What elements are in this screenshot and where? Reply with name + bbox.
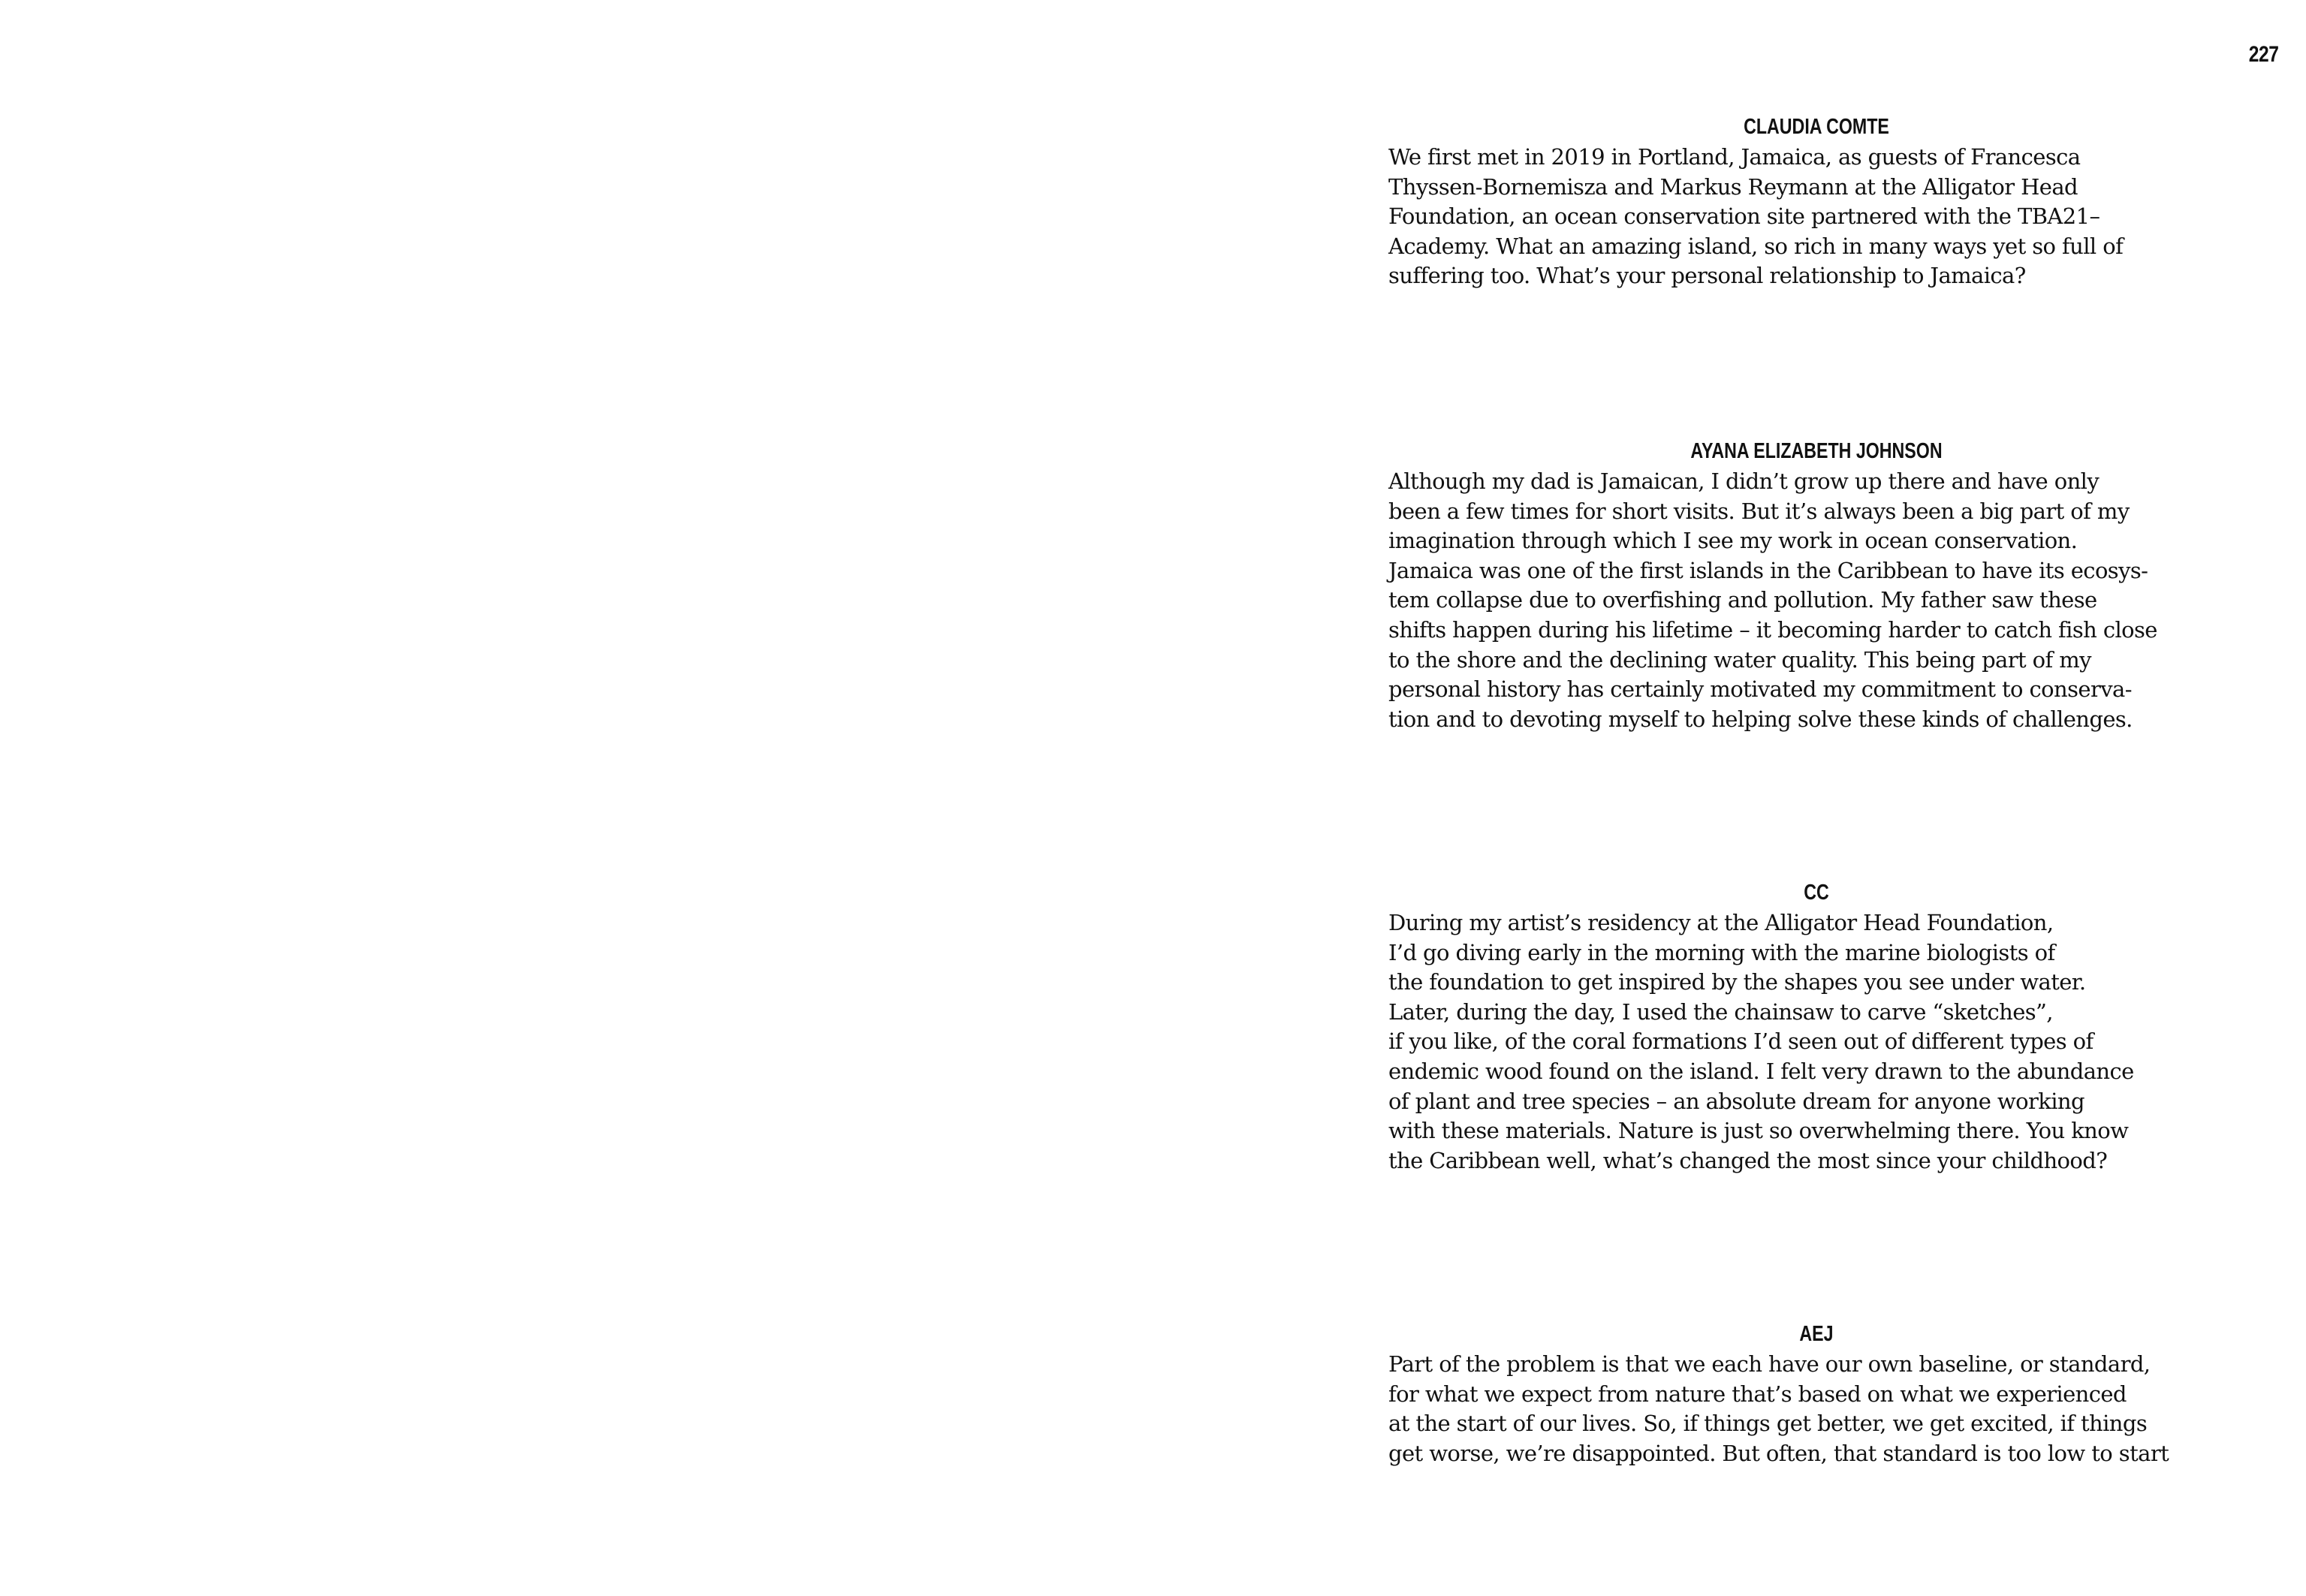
text-line: suffering too. What’s your personal relationship to Jamaica? — [1388, 263, 2026, 289]
page-number: 227 — [2249, 42, 2279, 67]
text-line: with these materials. Nature is just so overwhelming there. You know — [1388, 1118, 2129, 1144]
speaker-name: CC — [1804, 881, 1829, 905]
paragraph — [1388, 467, 2244, 734]
text-line: endemic wood found on the island. I felt very drawn to the abundance — [1388, 1058, 2134, 1084]
text-line: been a few times for short visits. But it’s always been a big part of my — [1388, 498, 2130, 524]
speaker-name: AYANA ELIZABETH JOHNSON — [1690, 439, 1943, 463]
interview-block-claudia-comte — [1388, 113, 2244, 291]
text-line: Although my dad is Jamaican, I didn’t grow up there and have only — [1388, 468, 2100, 494]
right-page — [1153, 0, 2306, 1596]
interview-block-cc — [1388, 879, 2244, 1176]
text-line: personal history has certainly motivated my commitment to conserva- — [1388, 676, 2132, 703]
text-line: Academy. What an amazing island, so rich in many ways yet so full of — [1388, 233, 2124, 259]
text-line: Foundation, an ocean conservation site partnered with the TBA21– — [1388, 203, 2100, 230]
interview-block-ayana-elizabeth-johnson — [1388, 438, 2244, 734]
text-line: the foundation to get inspired by the shapes you see under water. — [1388, 969, 2086, 995]
text-line: tem collapse due to overfishing and pollution. My father saw these — [1388, 587, 2097, 613]
text-line: to the shore and the declining water quality. This being part of my — [1388, 646, 2091, 673]
speaker-name: AEJ — [1799, 1322, 1834, 1346]
text-line: get worse, we’re disappointed. But often, that standard is too low to start — [1388, 1440, 2169, 1466]
text-line: Later, during the day, I used the chainsaw to carve “sketches”, — [1388, 998, 2053, 1025]
paragraph — [1388, 143, 2244, 291]
text-line: for what we expect from nature that’s based on what we experienced — [1388, 1381, 2127, 1407]
text-line: I’d go diving early in the morning with the marine biologists of — [1388, 939, 2055, 965]
text-line: if you like, of the coral formations I’d seen out of different types of — [1388, 1028, 2093, 1055]
text-line: of plant and tree species – an absolute dream for anyone working — [1388, 1088, 2084, 1114]
paragraph — [1388, 1350, 2244, 1468]
text-line: tion and to devoting myself to helping solve these kinds of challenges. — [1388, 706, 2133, 732]
interview-block-aej — [1388, 1320, 2244, 1468]
speaker-name: CLAUDIA COMTE — [1744, 115, 1889, 139]
text-line: at the start of our lives. So, if things get better, we get excited, if things — [1388, 1411, 2148, 1437]
text-line: shifts happen during his lifetime – it becoming harder to catch fish close — [1388, 616, 2157, 643]
text-line: Thyssen-Bornemisza and Markus Reymann at the Alligator Head — [1388, 173, 2078, 200]
paragraph — [1388, 908, 2244, 1176]
text-line: Part of the problem is that we each have our own baseline, or standard, — [1388, 1351, 2151, 1377]
text-line: Jamaica was one of the first islands in the Caribbean to have its ecosys- — [1388, 557, 2148, 583]
text-line: We first met in 2019 in Portland, Jamaica, as guests of Francesca — [1388, 144, 2081, 170]
text-line: the Caribbean well, what’s changed the most since your childhood? — [1388, 1147, 2108, 1173]
text-line: imagination through which I see my work in ocean conservation. — [1388, 528, 2078, 554]
text-line: During my artist’s residency at the Alligator Head Foundation, — [1388, 910, 2054, 935]
